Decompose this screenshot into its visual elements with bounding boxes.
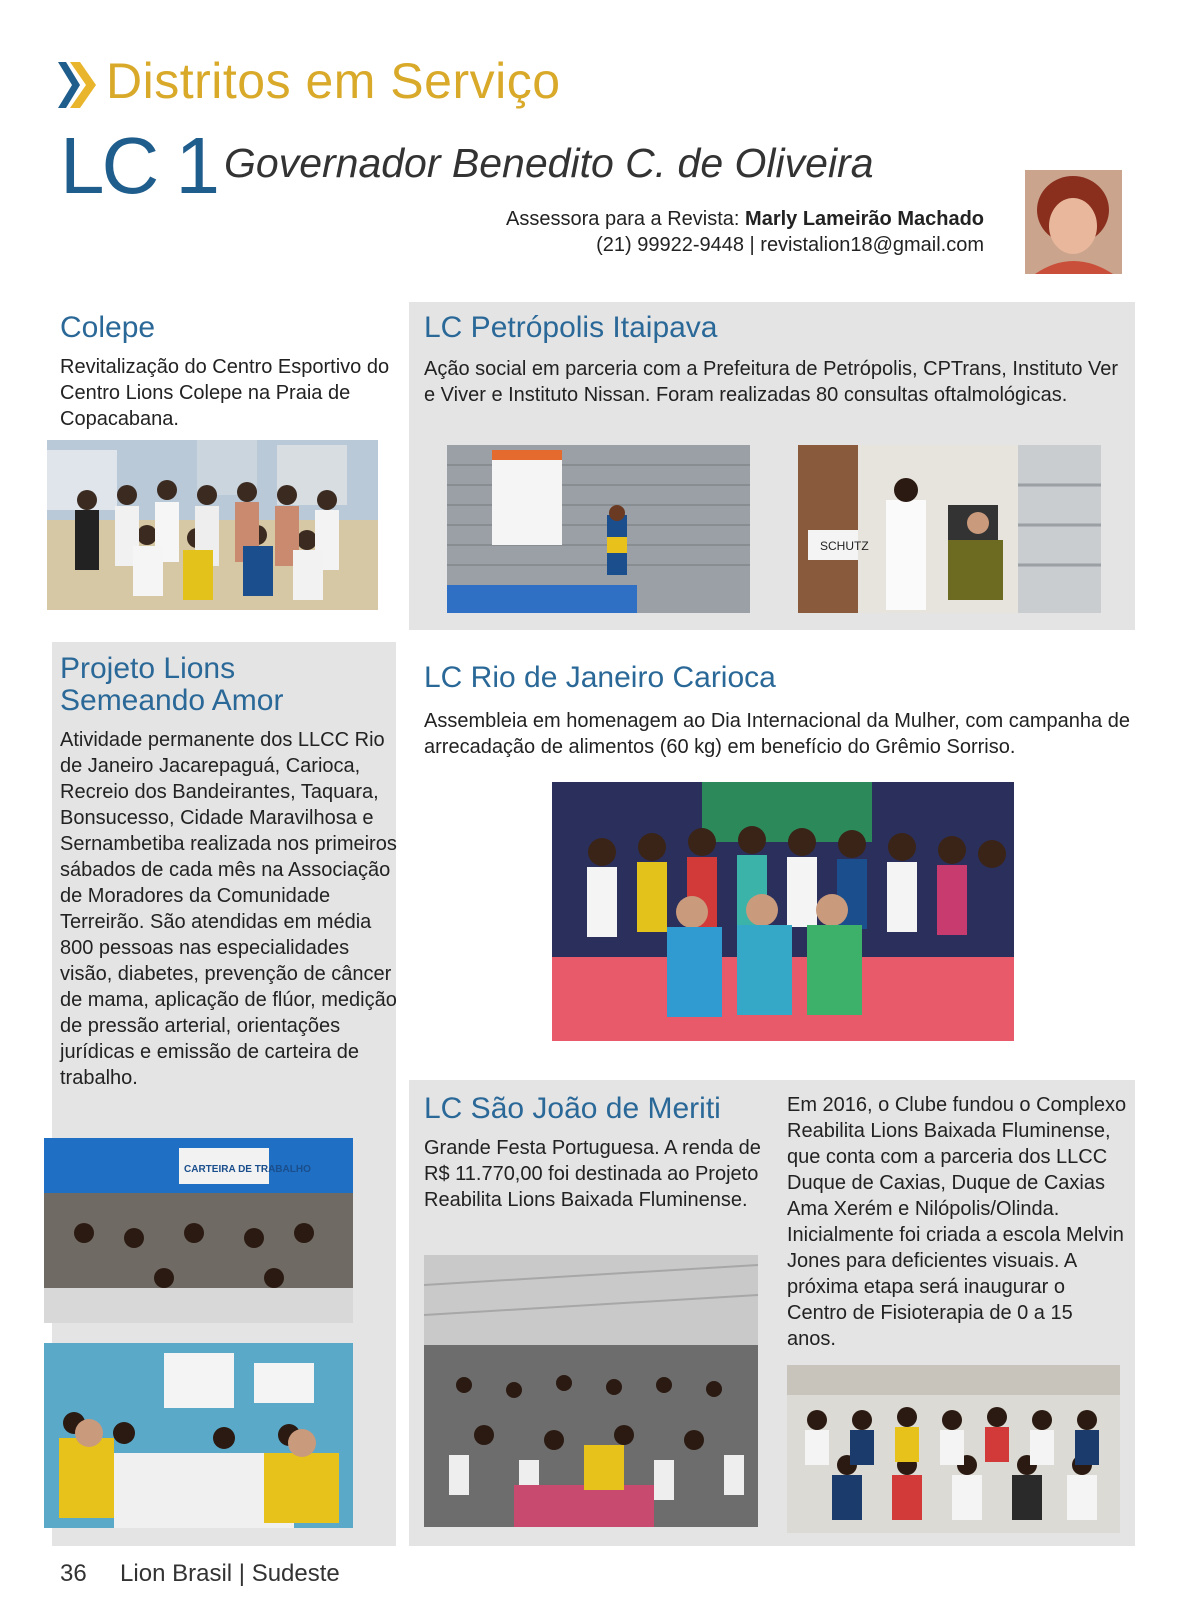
carioca-article [424, 662, 1134, 760]
magazine-name: Lion Brasil [120, 1560, 233, 1587]
colepe-title: Colepe [60, 311, 156, 344]
assessora-info [506, 206, 984, 258]
semeando-text: Atividade permanente dos LLCC Rio de Janeiro Jacarepaguá, Carioca, Recreio dos Bandeirantes, Taquara, Bonsucesso, Cidade Maravilhosa e Sernambetiba realizada nos primeiros sábados de cada mês na Associação de Moradores da Comunidade Terreirão. São atendidas em média 800 pessoas nas especialidades visão, diabetes, prevenção de câncer de mama, aplicação de flúor, medição de pressão arterial, orientações jurídicas e emissão de carteira de trabalho. [60, 729, 397, 1089]
meriti-text: Grande Festa Portuguesa. A renda de R$ 11.770,00 foi destinada ao Projeto Reabilita Lions Baixada Fluminense. [424, 1137, 761, 1211]
semeando-article [60, 653, 400, 1091]
petropolis-text: Ação social em parceria com a Prefeitura de Petrópolis, CPTrans, Instituto Ver e Viver e Instituto Nissan. Foram realizadas 80 consultas oftalmológicas. [424, 358, 1119, 406]
petropolis-article [424, 312, 1124, 408]
colepe-text: Revitalização do Centro Esportivo do Centro Lions Colepe na Praia de Copacabana. [60, 356, 390, 430]
page-number: 36 [60, 1560, 87, 1587]
governor-name: Governador Benedito C. de Oliveira [224, 140, 874, 186]
petropolis-title: LC Petrópolis Itaipava [424, 311, 718, 344]
petropolis-photo-sign: SCHUTZ [820, 539, 869, 553]
section-title: Distritos em Serviço [106, 53, 561, 109]
petropolis-photo-1 [447, 445, 750, 613]
assessora-portrait [1025, 170, 1122, 274]
meriti-text-2: Em 2016, o Clube fundou o Complexo Reabilita Lions Baixada Fluminense, que conta com a parceria dos LLCC Duque de Caxias, Duque de Caxias Ama Xerém e Nilópolis/Olinda. Inicialmente foi criada a escola Melvin Jones para deficientes visuais. A próxima etapa será inaugurar o Centro de Fisioterapia de 0 a 15 anos. [787, 1094, 1127, 1350]
semeando-title-line1: Projeto Lions [60, 652, 236, 685]
colepe-photo [47, 440, 378, 610]
carioca-photo [552, 782, 1014, 1041]
meriti-title: LC São João de Meriti [424, 1092, 721, 1125]
semeando-title-line2: Semeando Amor [60, 684, 284, 717]
colepe-article [60, 312, 400, 432]
assessora-name: Marly Lameirão Machado [745, 208, 984, 230]
region-name: Sudeste [251, 1560, 340, 1587]
section-chevron-icon [58, 62, 98, 108]
petropolis-photo-2 [798, 445, 1101, 613]
meriti-photo-1 [424, 1255, 758, 1527]
semeando-photo-2 [44, 1343, 353, 1528]
meriti-photo-2 [787, 1365, 1120, 1533]
assessora-label: Assessora para a Revista: [506, 208, 740, 230]
semeando-photo-banner: CARTEIRA DE TRABALHO [184, 1164, 311, 1175]
meriti-article-2 [787, 1092, 1127, 1352]
carioca-text: Assembleia em homenagem ao Dia Internacional da Mulher, com campanha de arrecadação de alimentos (60 kg) em benefício do Grêmio Sorriso. [424, 710, 1130, 758]
district-number: LC 1 [60, 121, 217, 210]
carioca-title: LC Rio de Janeiro Carioca [424, 661, 776, 694]
meriti-article [424, 1093, 764, 1213]
assessora-contact: (21) 99922-9448 | revistalion18@gmail.com [596, 234, 984, 256]
semeando-photo-1 [44, 1138, 353, 1323]
page-footer: 36 Lion Brasil | Sudeste [60, 1560, 340, 1587]
